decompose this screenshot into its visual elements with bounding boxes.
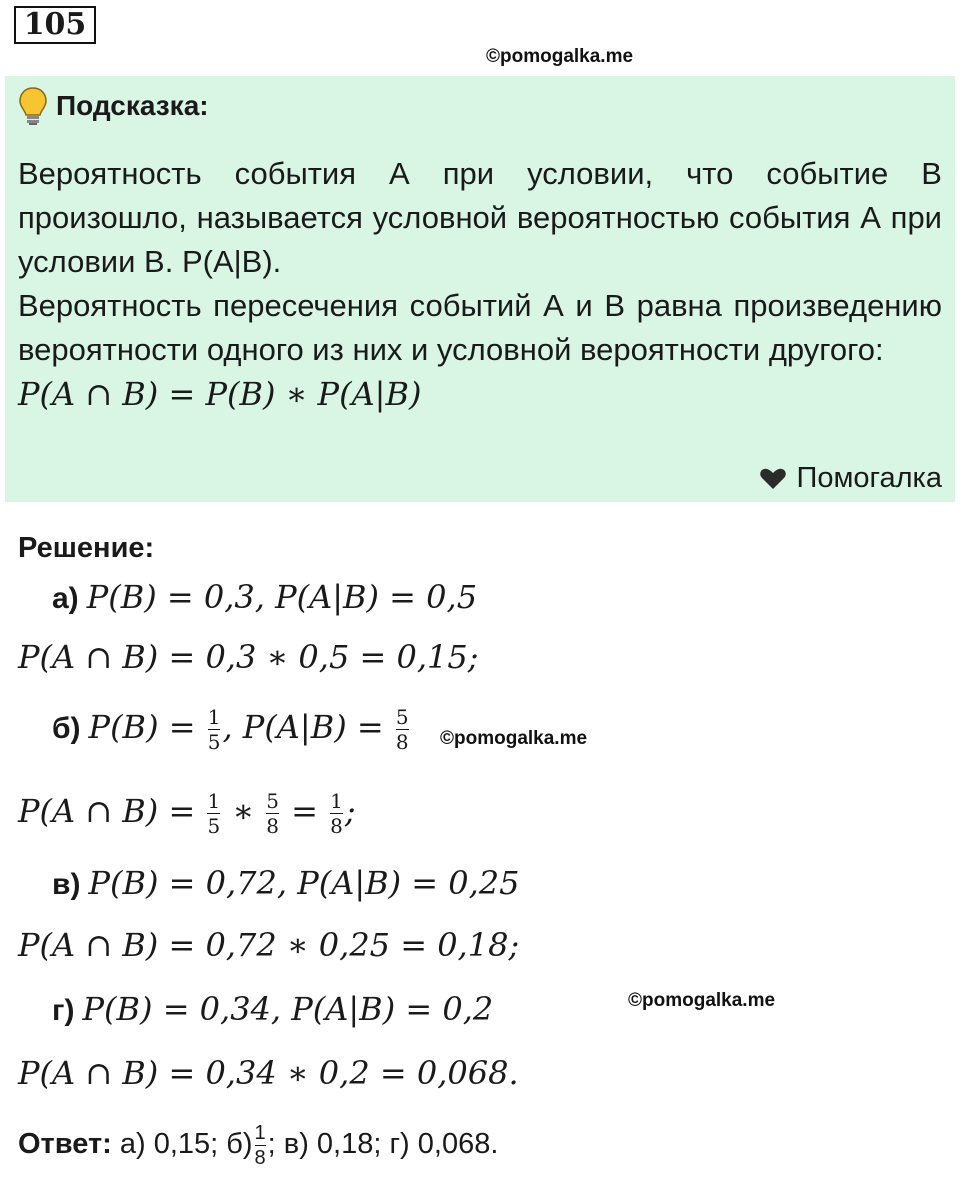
solution-b-pb: P(B) = xyxy=(88,708,206,746)
answer-label: Ответ: xyxy=(18,1128,112,1161)
lightbulb-icon xyxy=(18,86,48,126)
times-sign: ∗ xyxy=(222,792,265,830)
solution-v-given-text: P(B) = 0,72, P(A|B) = 0,25 xyxy=(88,864,520,902)
fraction xyxy=(330,790,343,837)
semicolon: ; xyxy=(344,792,356,830)
hint-formula: P(A ∩ B) = P(B) ∗ P(A|B) xyxy=(18,375,422,413)
answer-part-2: ; в) 0,18; г) 0,068. xyxy=(267,1128,499,1161)
fraction-numerator: 1 xyxy=(330,789,343,813)
hint-title xyxy=(18,86,209,126)
fraction xyxy=(208,706,221,753)
solution-a-given-text: P(B) = 0,3, P(A|B) = 0,5 xyxy=(86,578,478,616)
solution-b-result xyxy=(18,790,356,837)
hint-paragraph-2: Вероятность пересечения событий А и В равна произведению вероятности одного из них и условной вероятности другого: xyxy=(18,288,942,367)
watermark: ©pomogalka.me xyxy=(628,990,776,1011)
fraction-denominator: 8 xyxy=(330,814,343,838)
fraction-numerator: 5 xyxy=(395,705,409,729)
solution-v-result: P(A ∩ B) = 0,72 ∗ 0,25 = 0,18; xyxy=(18,926,520,964)
solution-a-result: P(A ∩ B) = 0,3 ∗ 0,5 = 0,15; xyxy=(18,638,479,676)
equals-sign: = xyxy=(281,792,329,830)
watermark: ©pomogalka.me xyxy=(486,46,634,67)
solution-v-label: в) xyxy=(52,868,81,901)
fraction-denominator: 5 xyxy=(207,814,221,838)
solution-g-given xyxy=(52,990,493,1028)
fraction-numerator: 1 xyxy=(254,1122,266,1144)
fraction-denominator: 5 xyxy=(207,730,221,754)
fraction xyxy=(266,790,279,837)
heart-icon xyxy=(759,467,787,491)
solution-title: Решение: xyxy=(18,532,155,564)
task-number: 105 xyxy=(14,6,96,44)
fraction-numerator: 5 xyxy=(266,789,279,813)
fraction xyxy=(207,790,220,837)
fraction-denominator: 8 xyxy=(266,814,279,838)
fraction-numerator: 1 xyxy=(207,789,221,813)
solution-b-lhs: P(A ∩ B) = xyxy=(18,792,206,830)
answer-part-1: а) 0,15; б) xyxy=(119,1128,253,1161)
fraction xyxy=(255,1122,266,1169)
fraction-denominator: 8 xyxy=(254,1147,266,1169)
solution-b-given xyxy=(52,706,411,753)
hint-title-text: Подсказка: xyxy=(56,90,209,121)
brand xyxy=(759,462,942,495)
solution-a-label: а) xyxy=(52,582,79,615)
solution-v-given xyxy=(52,864,520,902)
fraction xyxy=(396,706,409,753)
brand-name: Помогалка xyxy=(796,462,942,494)
solution-g-result: P(A ∩ B) = 0,34 ∗ 0,2 = 0,068. xyxy=(18,1054,519,1092)
hint-paragraph-1: Вероятность события А при условии, что событие В произошло, называется условной вероятностью события А при условии В. Р(А|В). xyxy=(18,156,942,279)
fraction-numerator: 1 xyxy=(207,705,221,729)
hint-body xyxy=(18,152,942,416)
solution-g-given-text: P(B) = 0,34, P(A|B) = 0,2 xyxy=(82,990,494,1028)
solution-a-given xyxy=(52,578,477,616)
solution-b-pab: , P(A|B) = xyxy=(222,708,394,746)
answer xyxy=(18,1122,498,1169)
solution-b-label: б) xyxy=(52,712,81,745)
solution-g-label: г) xyxy=(52,994,75,1027)
fraction-denominator: 8 xyxy=(395,730,409,754)
watermark: ©pomogalka.me xyxy=(440,728,588,749)
